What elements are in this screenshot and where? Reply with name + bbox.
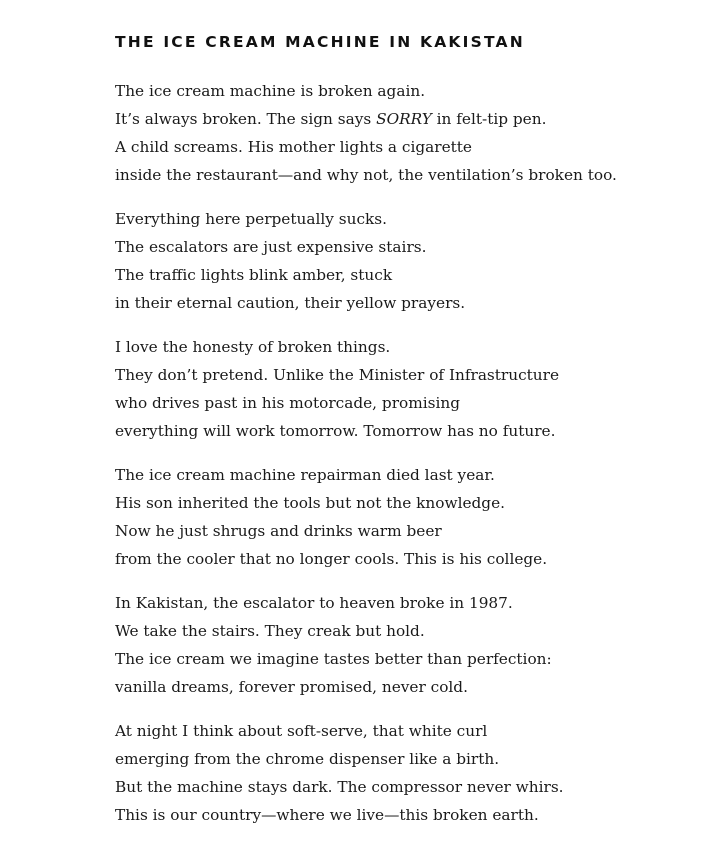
poem-line: vanilla dreams, forever promised, never cold. <box>115 678 468 696</box>
poem-line-text: It’s always broken. The sign says <box>115 110 377 128</box>
stanza-3 <box>115 333 715 445</box>
poem-line: who drives past in his motorcade, promising <box>115 394 460 412</box>
poem-line: The ice cream machine is broken again. <box>115 82 426 100</box>
poem-line <box>115 105 715 133</box>
poem-line: everything will work tomorrow. Tomorrow has no future. <box>115 422 556 440</box>
poem-line: They don’t pretend. Unlike the Minister of Infrastructure <box>115 366 560 384</box>
poem-line: The ice cream machine repairman died last year. <box>115 466 495 484</box>
poem-line: The traffic lights blink amber, stuck <box>115 266 393 284</box>
stanza-5 <box>115 589 715 701</box>
poem-line: The escalators are just expensive stairs. <box>115 238 427 256</box>
poem-body <box>115 77 715 829</box>
poem-line: emerging from the chrome dispenser like a birth. <box>115 750 500 768</box>
poem-line: in their eternal caution, their yellow prayers. <box>115 294 466 312</box>
stanza-1 <box>115 77 715 189</box>
stanza-4 <box>115 461 715 573</box>
poem-title: THE ICE CREAM MACHINE IN KAKISTAN <box>115 33 525 51</box>
stanza-2 <box>115 205 715 317</box>
poem-line: His son inherited the tools but not the knowledge. <box>115 494 506 512</box>
poem-line: I love the honesty of broken things. <box>115 338 391 356</box>
poem-line-emphasis: SORRY <box>376 110 432 128</box>
poem-line: We take the stairs. They creak but hold. <box>115 622 425 640</box>
poem-line: This is our country—where we live—this broken earth. <box>115 806 539 824</box>
poem-line: Now he just shrugs and drinks warm beer <box>115 522 442 540</box>
poem-line: from the cooler that no longer cools. This is his college. <box>115 550 548 568</box>
poem-line: Everything here perpetually sucks. <box>115 210 388 228</box>
poem-line: In Kakistan, the escalator to heaven broke in 1987. <box>115 594 513 612</box>
poem-line-text: in felt-tip pen. <box>431 110 547 128</box>
stanza-6 <box>115 717 715 829</box>
poem-line: A child screams. His mother lights a cigarette <box>115 138 472 156</box>
poem-line: But the machine stays dark. The compressor never whirs. <box>115 778 564 796</box>
poem-line: At night I think about soft-serve, that white curl <box>115 722 488 740</box>
poem-line: The ice cream we imagine tastes better than perfection: <box>115 650 552 668</box>
poem-page <box>115 30 715 845</box>
poem-line: inside the restaurant—and why not, the ventilation’s broken too. <box>115 166 617 184</box>
